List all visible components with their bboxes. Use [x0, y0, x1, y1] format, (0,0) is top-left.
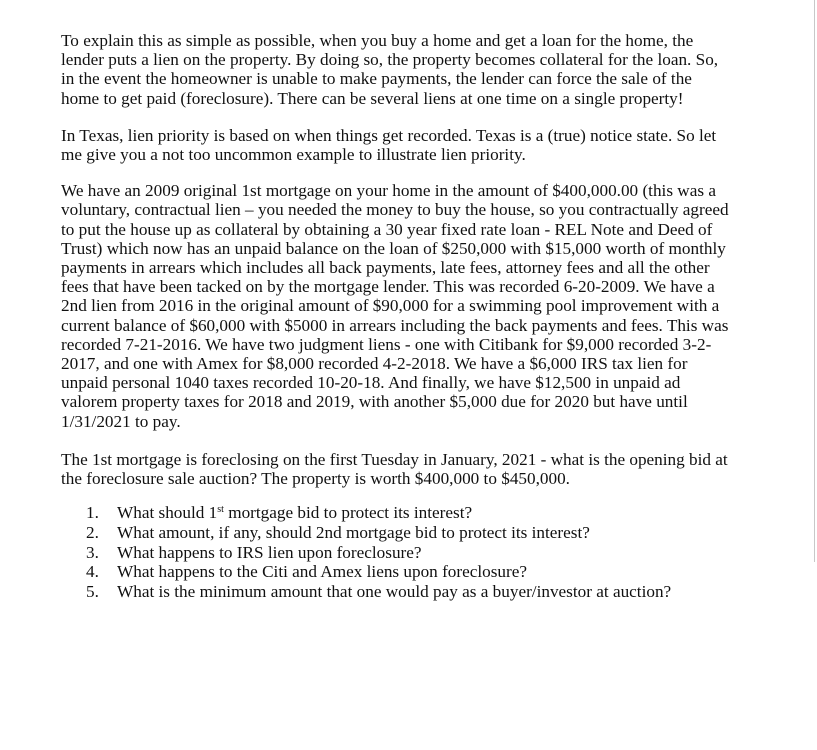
question-number: 5.	[86, 582, 99, 602]
question-item	[86, 562, 781, 582]
question-item	[86, 503, 781, 523]
paragraph-lien-explanation: To explain this as simple as possible, when you buy a home and get a loan for the home, the lender puts a lien on the property. By doing so, the property becomes collateral for the loan. So, in the event the homeowner is unable to make payments, the lender can force the sale of the home to get paid (foreclosure). There can be several liens at one time on a single property!	[61, 31, 719, 108]
question-text: What happens to IRS lien upon foreclosure?	[117, 542, 422, 562]
paragraph-lien-example: We have an 2009 original 1st mortgage on your home in the amount of $400,000.00 (this was a voluntary, contractual lien – you needed the money to buy the house, so you contractually agreed to put the house up as collateral by obtaining a 30 year fixed rate loan - REL Note and Deed of Trust) which now has an unpaid balance on the loan of $250,000 with $15,000 worth of monthly payments in arrears which includes all back payments, late fees, attorney fees and all the other fees that have been tacked on by the mortgage lender. This was recorded 6-20-2009. We have a 2nd lien from 2016 in the original amount of $90,000 for a swimming pool improvement with a current balance of $60,000 with $5000 in arrears including the back payments and fees. This was recorded 7-21-2016. We have two judgment liens - one with Citibank for $9,000 recorded 3-2- 2017, and one with Amex for $8,000 recorded 4-2-2018. We have a $6,000 IRS tax lien for unpaid personal 1040 taxes recorded 10-20-18. And finally, we have $12,500 in unpaid ad valorem property taxes for 2018 and 2019, with another $5,000 due for 2020 but have until 1/31/2021 to pay.	[61, 181, 729, 431]
question-text: What happens to the Citi and Amex liens upon foreclosure?	[117, 562, 528, 582]
question-item	[86, 582, 781, 602]
question-item	[86, 522, 781, 543]
question-number: 3.	[86, 542, 99, 562]
document-body	[61, 31, 781, 602]
question-item	[86, 542, 781, 563]
question-number: 2.	[86, 522, 99, 542]
page-edge-divider	[814, 0, 815, 562]
question-text: What is the minimum amount that one would pay as a buyer/investor at auction?	[117, 582, 672, 602]
question-number: 1.	[86, 503, 99, 523]
ordinal-suffix: st	[217, 504, 224, 516]
paragraph-foreclosure-question: The 1st mortgage is foreclosing on the first Tuesday in January, 2021 - what is the opening bid at the foreclosure sale auction? The property is worth $400,000 to $450,000.	[61, 449, 728, 489]
question-text: What should 1st mortgage bid to protect its interest?	[117, 503, 473, 523]
question-text: What amount, if any, should 2nd mortgage bid to protect its interest?	[117, 522, 590, 542]
question-number: 4.	[86, 562, 99, 582]
paragraph-texas-priority: In Texas, lien priority is based on when things get recorded. Texas is a (true) notice state. So let me give you a not too uncommon example to illustrate lien priority.	[61, 125, 717, 165]
question-list	[61, 503, 781, 602]
